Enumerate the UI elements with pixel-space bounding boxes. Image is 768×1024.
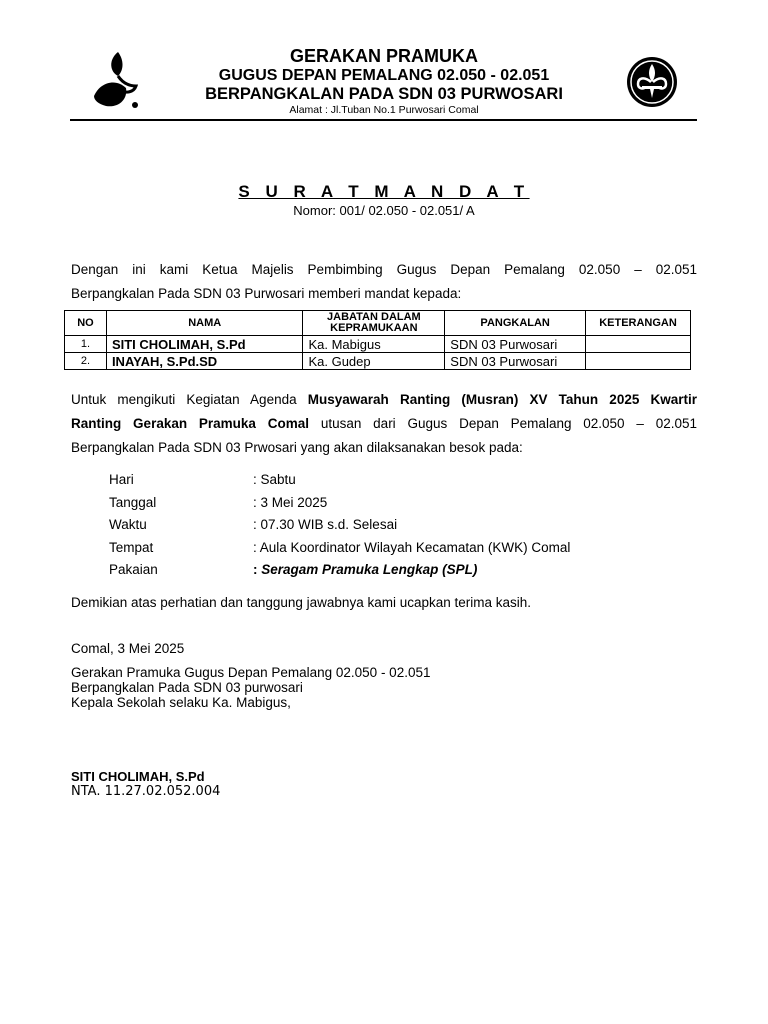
cell-keterangan bbox=[586, 353, 691, 370]
closing-sentence: Demikian atas perhatian dan tanggung jawabnya kami ucapkan terima kasih. bbox=[71, 595, 532, 610]
detail-row-tanggal bbox=[109, 492, 709, 515]
letterhead-divider bbox=[70, 119, 697, 121]
signatory-nta: NTA. 11.27.02.052.004 bbox=[71, 784, 221, 799]
mandate-table bbox=[64, 310, 691, 370]
cell-no: 1. bbox=[65, 336, 107, 353]
signature-line-1: Gerakan Pramuka Gugus Depan Pemalang 02.050 - 02.051 bbox=[71, 665, 431, 680]
detail-label: Pakaian bbox=[109, 562, 158, 577]
cell-pangkalan: SDN 03 Purwosari bbox=[445, 336, 586, 353]
purpose-event-name: Musyawarah Ranting (Musran) XV Tahun 2025 Kwartir bbox=[307, 392, 698, 407]
purpose-line-2 bbox=[71, 412, 697, 436]
detail-row-pakaian bbox=[109, 559, 709, 582]
col-header-pangkalan: PANGKALAN bbox=[445, 311, 586, 336]
detail-value-uniform: Seragam Pramuka Lengkap (SPL) bbox=[261, 562, 478, 577]
cell-pangkalan: SDN 03 Purwosari bbox=[445, 353, 586, 370]
table-header-row bbox=[65, 311, 691, 336]
cell-keterangan bbox=[586, 336, 691, 353]
col-header-keterangan: KETERANGAN bbox=[586, 311, 691, 336]
col-header-no: NO bbox=[65, 311, 107, 336]
letterhead-base: BERPANGKALAN PADA SDN 03 PURWOSARI bbox=[205, 85, 563, 103]
detail-row-hari bbox=[109, 469, 709, 492]
letterhead-gudep: GUGUS DEPAN PEMALANG 02.050 - 02.051 bbox=[218, 67, 550, 84]
cell-no: 2. bbox=[65, 353, 107, 370]
detail-value bbox=[253, 559, 477, 582]
detail-value: : 07.30 WIB s.d. Selesai bbox=[253, 517, 398, 532]
detail-label: Hari bbox=[109, 472, 134, 487]
signature-line-2: Berpangkalan Pada SDN 03 purwosari bbox=[71, 680, 303, 695]
col-header-jabatan: JABATAN DALAM KEPRAMUKAAN bbox=[303, 311, 445, 336]
detail-value-prefix: : bbox=[253, 562, 262, 577]
cell-jabatan: Ka. Gudep bbox=[303, 353, 445, 370]
table-row bbox=[65, 353, 691, 370]
purpose-line-3: Berpangkalan Pada SDN 03 Prwosari yang akan dilaksanakan besok pada: bbox=[71, 440, 523, 455]
detail-row-tempat bbox=[109, 537, 709, 560]
detail-label: Waktu bbox=[109, 517, 147, 532]
purpose-paragraph bbox=[71, 388, 697, 460]
document-title: S U R A T M A N D A T bbox=[238, 182, 530, 201]
detail-value: : Sabtu bbox=[253, 472, 296, 487]
purpose-event-org: Ranting Gerakan Pramuka Comal bbox=[71, 416, 310, 431]
letterhead-address: Alamat : Jl.Tuban No.1 Purwosari Comal bbox=[289, 104, 479, 116]
intro-line-1: Dengan ini kami Ketua Majelis Pembimbing Gugus Depan Pemalang 02.050 – 02.051 bbox=[71, 262, 697, 277]
detail-value: : 3 Mei 2025 bbox=[253, 494, 328, 510]
signature-line-3: Kepala Sekolah selaku Ka. Mabigus, bbox=[71, 695, 291, 710]
intro-paragraph bbox=[71, 258, 697, 306]
detail-label: Tanggal bbox=[109, 494, 157, 510]
col-header-nama: NAMA bbox=[106, 311, 303, 336]
signature-block bbox=[71, 665, 430, 710]
document-number: Nomor: 001/ 02.050 - 02.051/ A bbox=[293, 203, 475, 218]
purpose-line-1-text: Untuk mengikuti Kegiatan Agenda bbox=[71, 392, 308, 407]
signatory-name: SITI CHOLIMAH, S.Pd bbox=[71, 769, 205, 784]
intro-line-2: Berpangkalan Pada SDN 03 Purwosari memberi mandat kepada: bbox=[71, 286, 462, 301]
detail-label: Tempat bbox=[109, 539, 154, 555]
event-details bbox=[109, 469, 709, 582]
table-row bbox=[65, 336, 691, 353]
cell-nama: SITI CHOLIMAH, S.Pd bbox=[106, 336, 303, 353]
purpose-line-2-text: utusan dari Gugus Depan Pemalang 02.050 – 02.051 bbox=[309, 416, 697, 431]
detail-value: : Aula Koordinator Wilayah Kecamatan (KWK) Comal bbox=[253, 539, 571, 555]
signature-place-date: Comal, 3 Mei 2025 bbox=[71, 641, 185, 656]
cell-nama: INAYAH, S.Pd.SD bbox=[106, 353, 303, 370]
detail-row-waktu bbox=[109, 514, 709, 537]
letterhead-org: GERAKAN PRAMUKA bbox=[290, 46, 478, 66]
cell-jabatan: Ka. Mabigus bbox=[303, 336, 445, 353]
purpose-line-1 bbox=[71, 388, 697, 412]
